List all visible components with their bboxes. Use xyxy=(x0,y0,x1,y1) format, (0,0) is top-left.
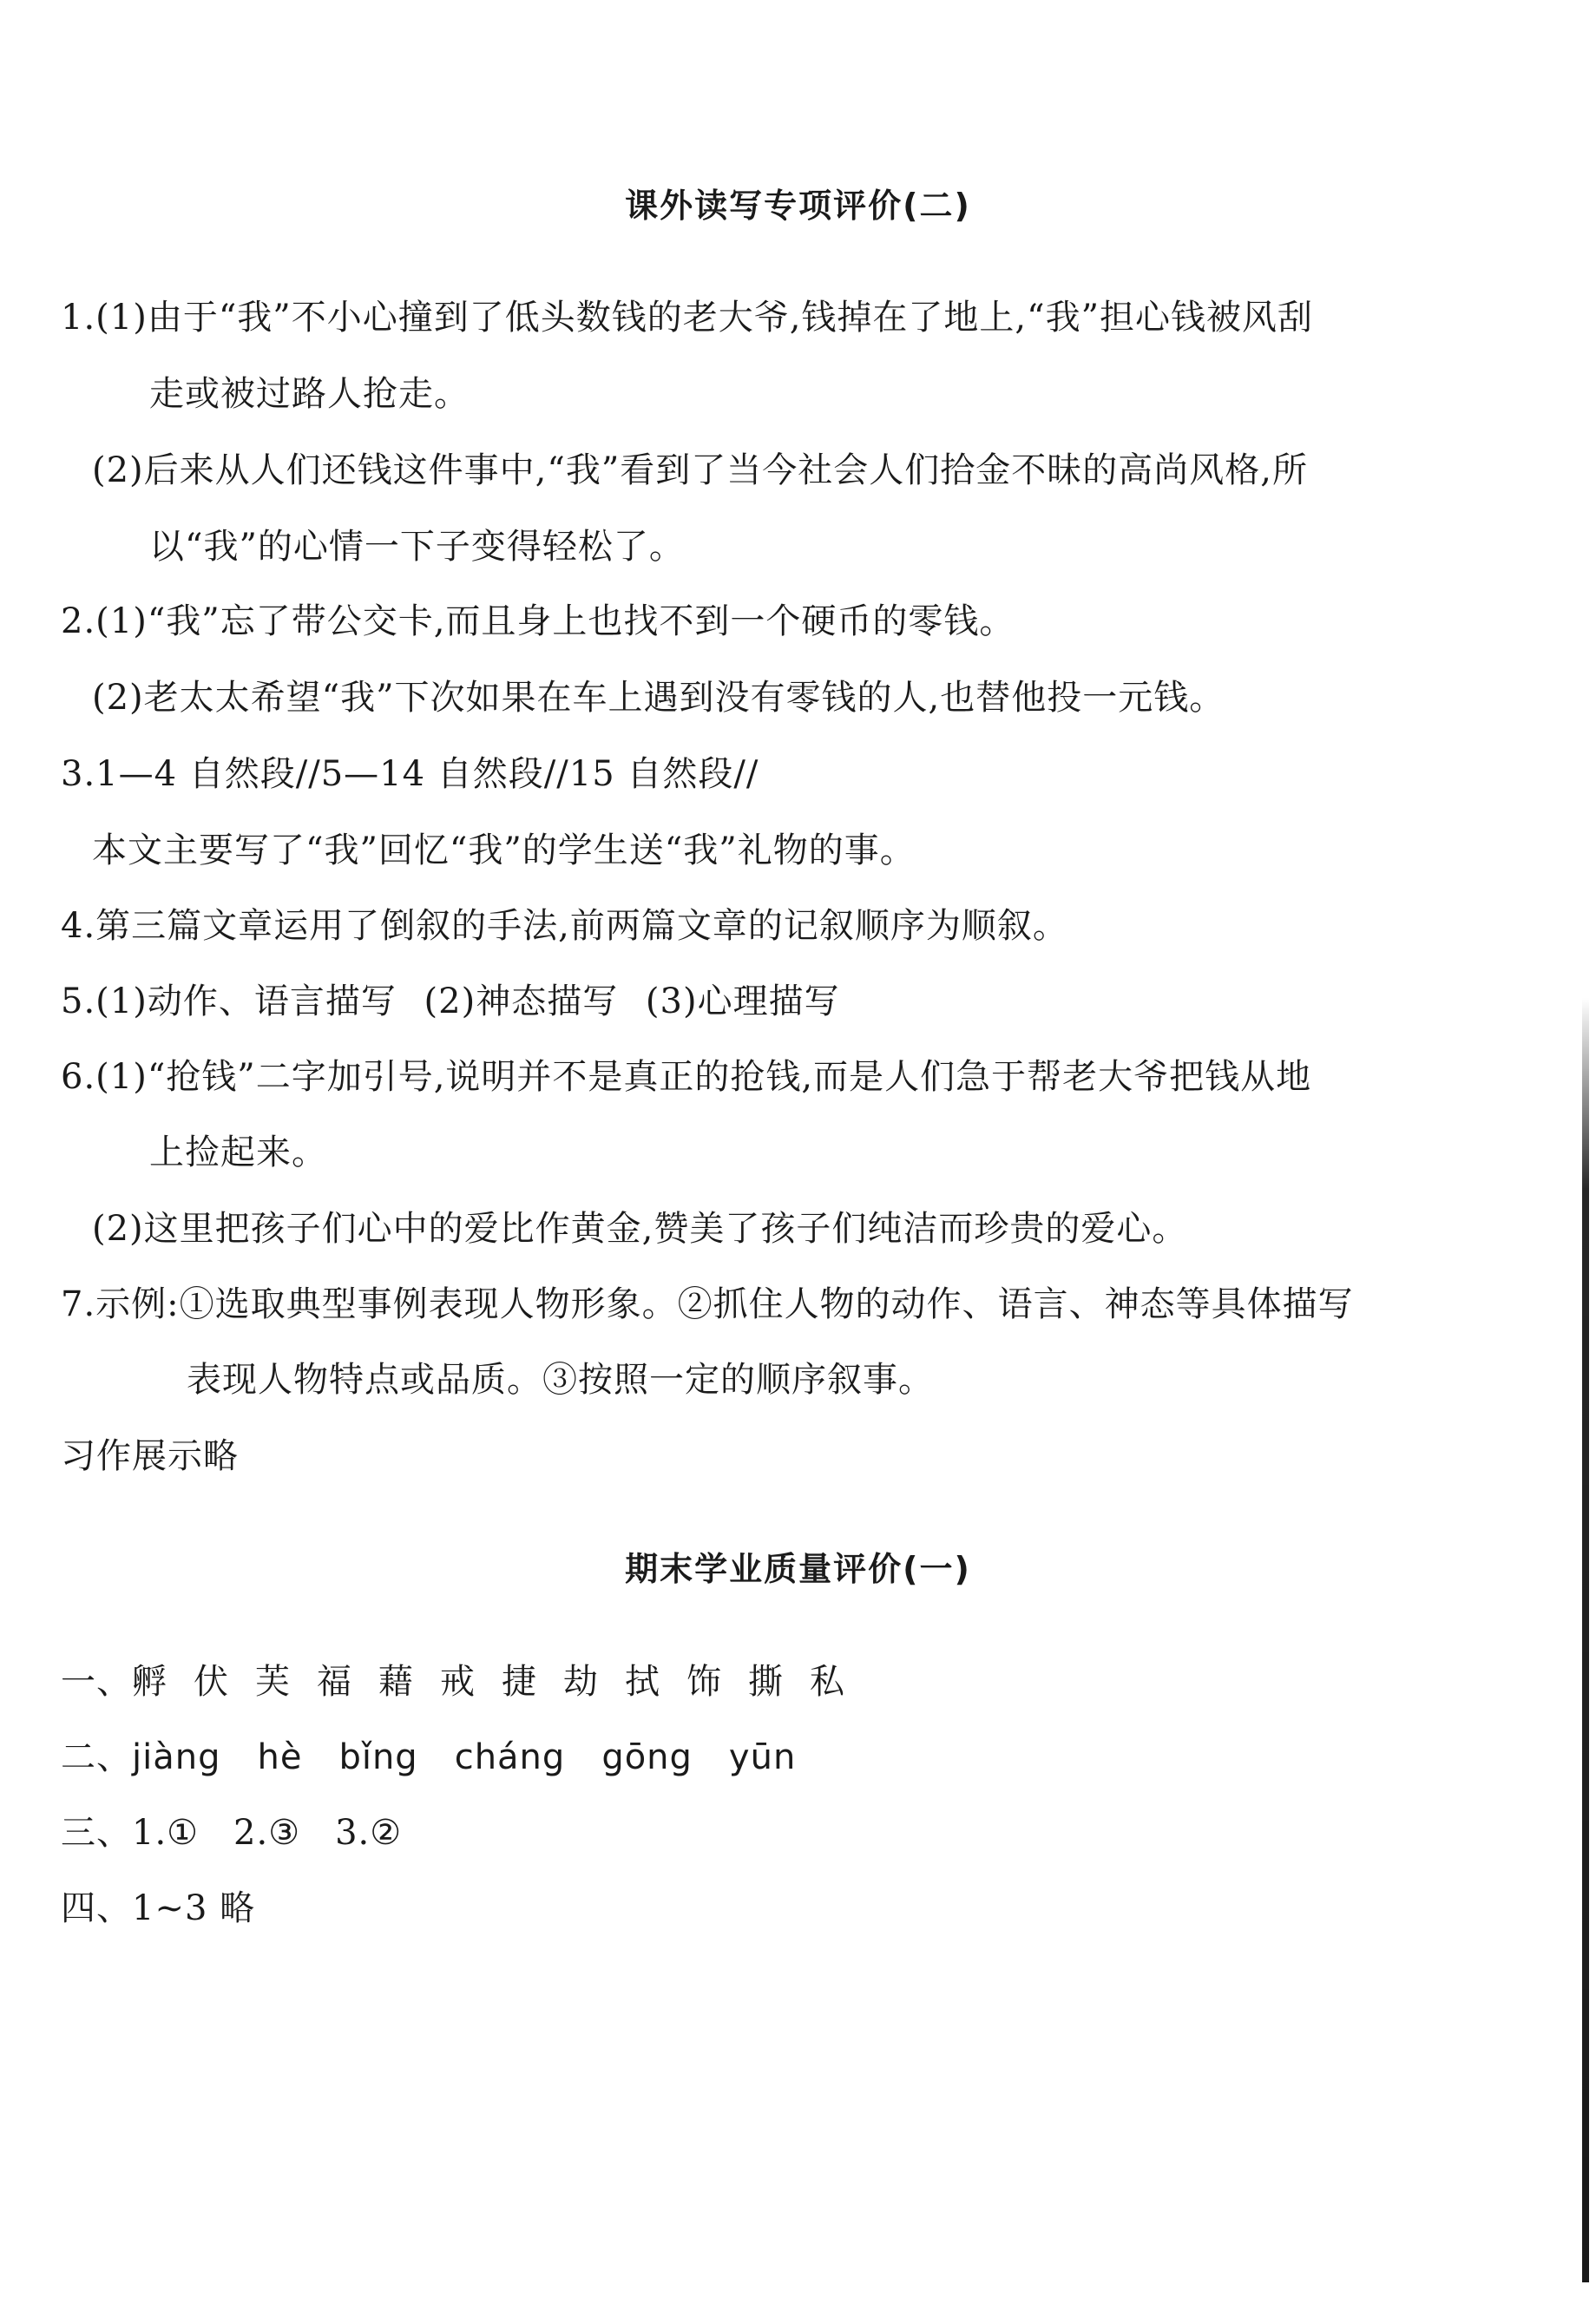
pinyin-item: cháng xyxy=(454,1737,566,1777)
char-item: 拭 xyxy=(625,1662,660,1702)
answer-item: 2.③ xyxy=(233,1813,301,1853)
section-title-2: 期末学业质量评价(一) xyxy=(625,1550,971,1588)
answer-line: (2)后来从人们还钱这件事中,“我”看到了当今社会人们拾金不昧的高尚风格,所 xyxy=(92,450,1308,490)
answer-item: 3.② xyxy=(335,1813,403,1853)
section-title-1: 课外读写专项评价(二) xyxy=(625,187,971,225)
answer-line: 4.第三篇文章运用了倒叙的手法,前两篇文章的记叙顺序为顺叙。 xyxy=(61,906,1068,946)
char-item: 劫 xyxy=(563,1662,599,1702)
answer-line: 本文主要写了“我”回忆“我”的学生送“我”礼物的事。 xyxy=(92,831,916,870)
question-2-row xyxy=(61,1735,832,1780)
char-item: 戒 xyxy=(440,1662,476,1702)
answer-line: 以“我”的心情一下子变得轻松了。 xyxy=(149,527,685,567)
question-1-prefix: 一、 xyxy=(61,1662,132,1702)
char-item: 撕 xyxy=(748,1662,784,1702)
question-1-row xyxy=(61,1659,871,1704)
char-item: 福 xyxy=(317,1662,352,1702)
question-2-prefix: 二、 xyxy=(61,1737,132,1777)
pinyin-item: yūn xyxy=(728,1737,797,1777)
char-item: 私 xyxy=(810,1662,845,1702)
char-item: 饰 xyxy=(686,1662,722,1702)
answer-line: 习作展示略 xyxy=(61,1436,239,1476)
answer-line: 2.(1)“我”忘了带公交卡,而且身上也找不到一个硬币的零钱。 xyxy=(61,601,1015,641)
answer-line: 表现人物特点或品质。③按照一定的顺序叙事。 xyxy=(187,1360,934,1400)
question-3-row xyxy=(61,1810,437,1855)
char-item: 捷 xyxy=(502,1662,537,1702)
pinyin-item: jiàng xyxy=(132,1737,221,1777)
answer-line: 上捡起来。 xyxy=(149,1133,327,1172)
answer-item: 1.① xyxy=(132,1813,200,1853)
answer-line: (2)这里把孩子们心中的爱比作黄金,赞美了孩子们纯洁而珍贵的爱心。 xyxy=(92,1209,1188,1249)
question-3-prefix: 三、 xyxy=(61,1813,132,1853)
answer-line: (2)老太太希望“我”下次如果在车上遇到没有零钱的人,也替他投一元钱。 xyxy=(92,678,1225,718)
pinyin-item: hè xyxy=(257,1737,303,1777)
answer-line: 7.示例:①选取典型事例表现人物形象。②抓住人物的动作、语言、神态等具体描写 xyxy=(61,1284,1354,1324)
answer-line: 走或被过路人抢走。 xyxy=(149,374,470,414)
answer-line: 5.(1)动作、语言描写 (2)神态描写 (3)心理描写 xyxy=(61,982,840,1021)
char-item: 藉 xyxy=(378,1662,414,1702)
pinyin-item: gōng xyxy=(601,1737,693,1777)
char-item: 孵 xyxy=(132,1662,167,1702)
char-item: 芙 xyxy=(255,1662,291,1702)
answer-line: 3.1—4 自然段//5—14 自然段//15 自然段// xyxy=(61,754,759,794)
answer-line: 1.(1)由于“我”不小心撞到了低头数钱的老大爷,钱掉在了地上,“我”担心钱被风刮 xyxy=(61,298,1314,338)
question-4-row: 四、1~3 略 xyxy=(61,1888,256,1928)
answer-line: 6.(1)“抢钱”二字加引号,说明并不是真正的抢钱,而是人们急于帮老大爷把钱从地 xyxy=(61,1057,1312,1097)
char-item: 伏 xyxy=(194,1662,229,1702)
scan-edge-shadow xyxy=(1582,998,1589,2282)
pinyin-item: bǐng xyxy=(338,1737,418,1777)
